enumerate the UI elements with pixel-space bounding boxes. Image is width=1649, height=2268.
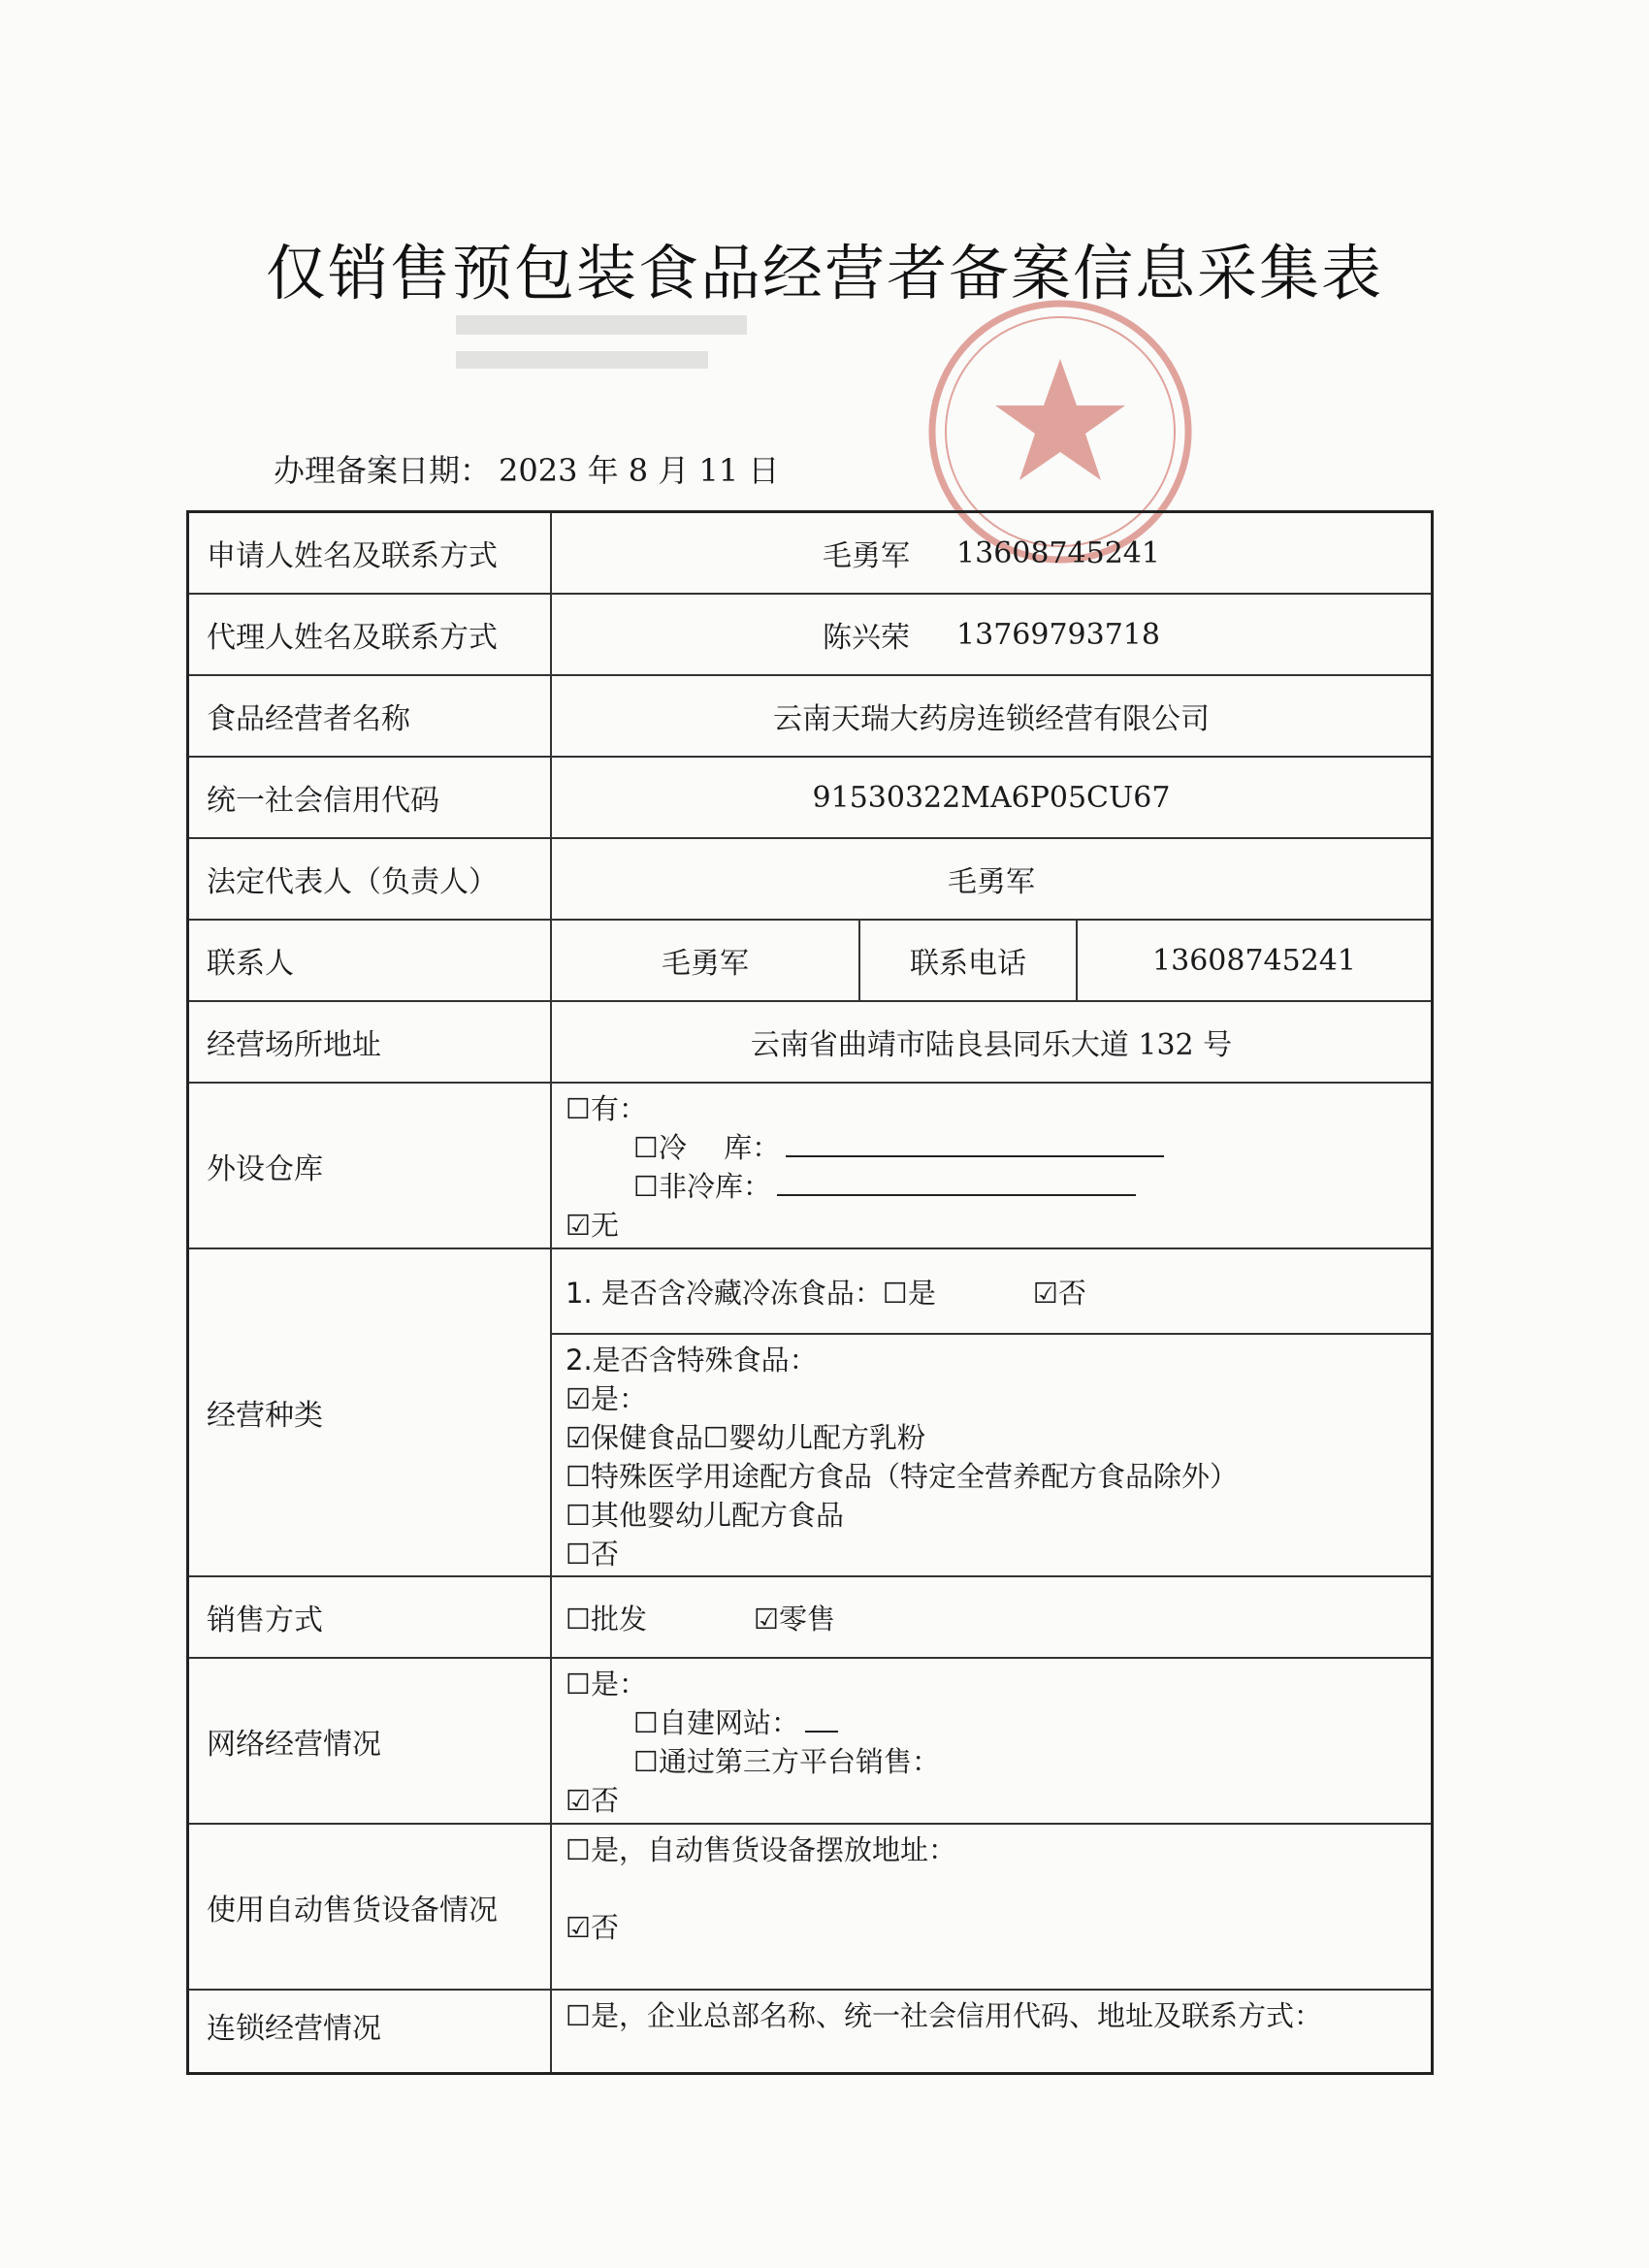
sales-method-label: 销售方式	[189, 1577, 552, 1659]
warehouse-noncold-row	[566, 1167, 1417, 1206]
health-food-checkbox[interactable]: ☑保健食品	[566, 1421, 703, 1454]
vending-options	[552, 1825, 1431, 1991]
own-site-blank[interactable]	[805, 1705, 838, 1733]
address-value: 云南省曲靖市陆良县同乐大道 132 号	[552, 1002, 1431, 1084]
other-infant-food-checkbox[interactable]: ☐其他婴幼儿配方食品	[566, 1499, 844, 1532]
applicant-value	[552, 513, 1431, 595]
online-no-checkbox[interactable]: ☑否	[566, 1784, 619, 1817]
infant-milk-checkbox[interactable]: ☐婴幼儿配方乳粉	[703, 1421, 925, 1454]
cold-food-question-text: 1. 是否含冷藏冷冻食品：	[566, 1276, 883, 1310]
retail-checkbox[interactable]: ☑零售	[754, 1602, 835, 1636]
warehouse-cold-row	[566, 1128, 1417, 1167]
cold-food-yes-checkbox[interactable]: ☐是	[882, 1276, 936, 1310]
online-options	[552, 1659, 1431, 1825]
cold-food-question	[552, 1249, 1431, 1335]
operator-name-value: 云南天瑞大药房连锁经营有限公司	[552, 676, 1431, 758]
business-type-options	[552, 1249, 1431, 1577]
chain-options	[552, 1991, 1431, 2072]
special-food-row-1	[566, 1418, 1417, 1457]
chain-yes-checkbox[interactable]: ☐是，企业总部名称、统一社会信用代码、地址及联系方式：	[566, 1999, 1322, 2032]
contact-name: 毛勇军	[552, 921, 860, 1000]
vending-no-checkbox[interactable]: ☑否	[566, 1911, 619, 1944]
applicant-name: 毛勇军	[823, 539, 911, 573]
legal-rep-label: 法定代表人（负责人）	[189, 839, 552, 921]
wholesale-checkbox[interactable]: ☐批发	[566, 1602, 647, 1636]
warehouse-yes-checkbox[interactable]: ☐有：	[566, 1092, 647, 1125]
agent-name: 陈兴荣	[823, 621, 911, 655]
own-site-checkbox[interactable]: ☐自建网站：	[633, 1706, 799, 1739]
contact-row	[552, 921, 1431, 1002]
legal-rep-value: 毛勇军	[552, 839, 1431, 921]
warehouse-noncold-checkbox[interactable]: ☐非冷库：	[633, 1170, 771, 1203]
operator-name-label: 食品经营者名称	[189, 676, 552, 758]
medical-food-checkbox[interactable]: ☐特殊医学用途配方食品（特定全营养配方食品除外）	[566, 1460, 1238, 1493]
warehouse-label: 外设仓库	[189, 1084, 552, 1249]
agent-label: 代理人姓名及联系方式	[189, 595, 552, 676]
filing-date-label: 办理备案日期：	[274, 452, 492, 489]
contact-label: 联系人	[189, 921, 552, 1002]
special-food-yes-checkbox[interactable]: ☑是：	[566, 1382, 647, 1415]
online-label: 网络经营情况	[189, 1659, 552, 1825]
sales-method-options	[552, 1577, 1431, 1659]
cold-food-no-checkbox[interactable]: ☑否	[1032, 1276, 1086, 1310]
special-food-no-checkbox[interactable]: ☐否	[566, 1538, 619, 1571]
document-title: 仅销售预包装食品经营者备案信息采集表	[265, 238, 1383, 308]
third-party-checkbox[interactable]: ☐通过第三方平台销售：	[633, 1745, 940, 1778]
applicant-label: 申请人姓名及联系方式	[189, 513, 552, 595]
bleed-through-marks	[456, 310, 941, 378]
contact-phone: 13608745241	[1152, 943, 1356, 978]
own-site-row	[566, 1703, 1417, 1742]
business-type-label: 经营种类	[189, 1249, 552, 1577]
online-yes-checkbox[interactable]: ☐是：	[566, 1668, 647, 1701]
special-food-question	[552, 1335, 1431, 1579]
address-label: 经营场所地址	[189, 1002, 552, 1084]
special-food-question-text: 2.是否含特殊食品：	[566, 1344, 818, 1377]
warehouse-cold-blank[interactable]	[786, 1130, 1164, 1157]
vending-label: 使用自动售货设备情况	[189, 1825, 552, 1991]
agent-value	[552, 595, 1431, 676]
filing-date-value: 2023 年 8 月 11 日	[499, 452, 780, 489]
contact-phone-label: 联系电话	[860, 921, 1078, 1000]
chain-label: 连锁经营情况	[189, 1991, 552, 2072]
credit-code-label: 统一社会信用代码	[189, 758, 552, 839]
credit-code-value: 91530322MA6P05CU67	[552, 758, 1431, 839]
filing-date	[274, 446, 779, 491]
registration-form-table	[186, 510, 1434, 2075]
warehouse-no-checkbox[interactable]: ☑无	[566, 1209, 619, 1242]
vending-yes-checkbox[interactable]: ☐是，自动售货设备摆放地址：	[566, 1833, 956, 1866]
warehouse-cold-checkbox[interactable]: ☐冷 库：	[633, 1131, 781, 1164]
agent-phone: 13769793718	[956, 617, 1160, 652]
applicant-phone: 13608745241	[956, 535, 1160, 570]
warehouse-options	[552, 1084, 1431, 1249]
warehouse-noncold-blank[interactable]	[777, 1169, 1136, 1196]
